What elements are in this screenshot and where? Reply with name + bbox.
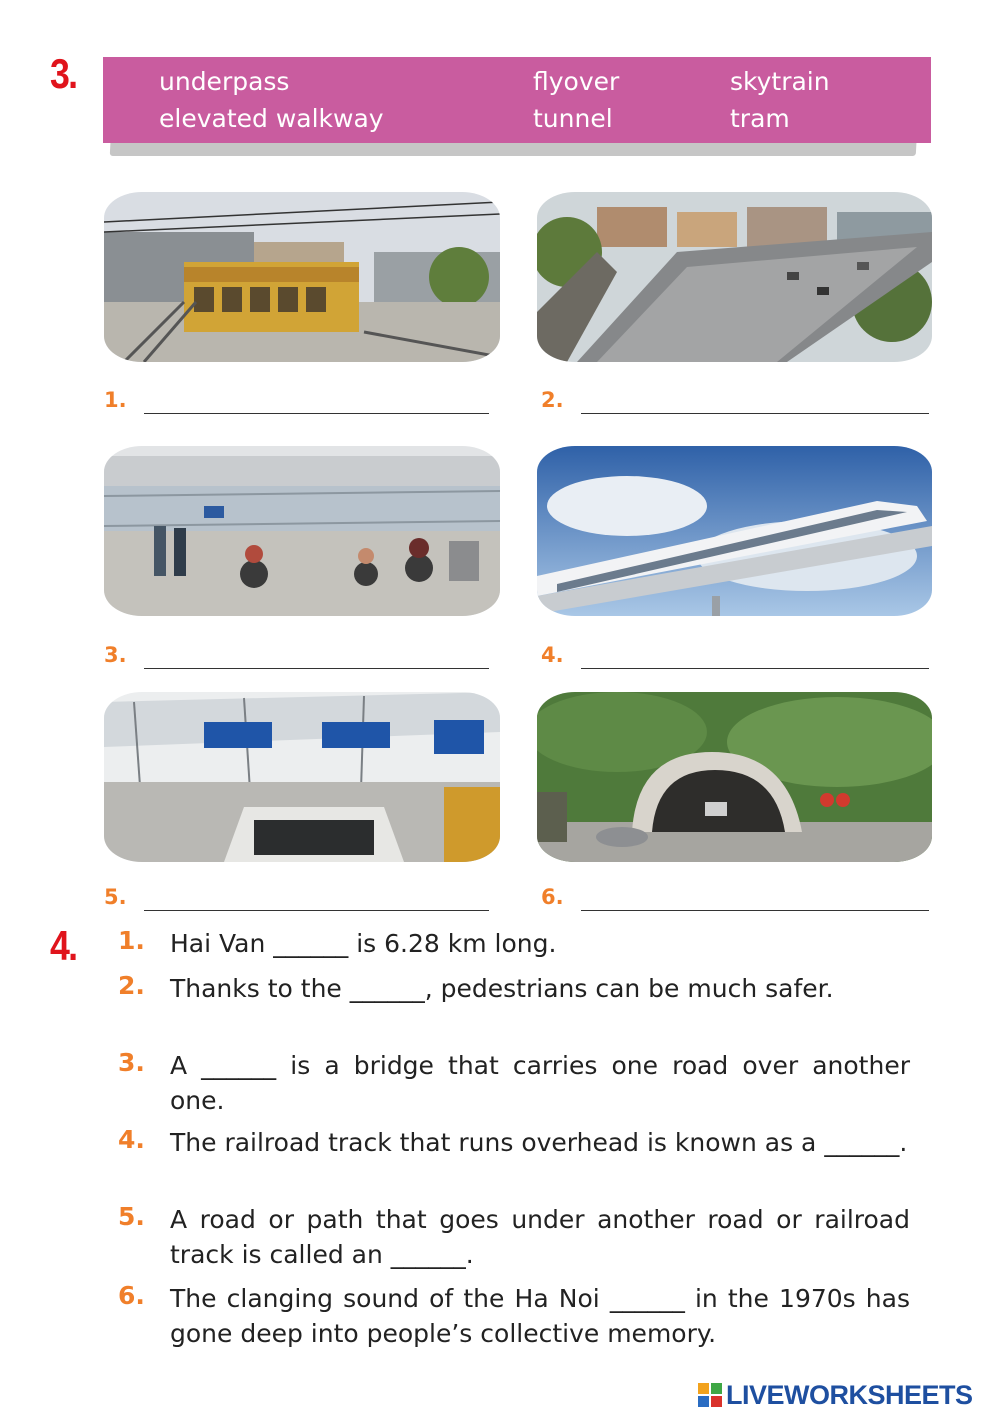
answer-blank-3[interactable] xyxy=(104,643,489,673)
question-text: A road or path that goes under another road or railroad track is called an ______. xyxy=(170,1205,910,1269)
answer-blank-2[interactable] xyxy=(541,388,929,418)
question-text: Hai Van ______ is 6.28 km long. xyxy=(170,929,557,958)
liveworksheets-logo-icon xyxy=(697,1382,723,1408)
blank-number: 3. xyxy=(104,643,127,667)
word-bank xyxy=(103,57,931,143)
question-number: 6. xyxy=(118,1281,145,1310)
answer-line[interactable] xyxy=(144,910,489,911)
liveworksheets-branding[interactable] xyxy=(697,1380,973,1410)
question-text: The clanging sound of the Ha Noi ______ in the 1970s has gone deep into people’s collective memory. xyxy=(170,1284,910,1348)
word-skytrain: skytrain xyxy=(730,67,830,96)
skytrain-photo xyxy=(537,446,932,616)
word-tram: tram xyxy=(730,104,790,133)
answer-line[interactable] xyxy=(144,413,489,414)
answer-line[interactable] xyxy=(581,910,929,911)
question-number: 2. xyxy=(118,971,145,1000)
question-number: 3. xyxy=(118,1048,145,1077)
question-text: A ______ is a bridge that carries one road over another one. xyxy=(170,1051,910,1115)
blank-number: 4. xyxy=(541,643,564,667)
underpass-photo xyxy=(104,692,500,862)
elevated-walkway-photo xyxy=(104,446,500,616)
section-3-number: 3. xyxy=(50,50,77,97)
answer-blank-1[interactable] xyxy=(104,388,489,418)
question-number: 4. xyxy=(118,1125,145,1154)
question-text: The railroad track that runs overhead is known as a ______. xyxy=(170,1128,908,1157)
question-number: 5. xyxy=(118,1202,145,1231)
question-text: Thanks to the ______, pedestrians can be much safer. xyxy=(170,974,834,1003)
blank-number: 6. xyxy=(541,885,564,909)
word-flyover: flyover xyxy=(533,67,620,96)
section-4-number: 4. xyxy=(50,922,77,969)
word-underpass: underpass xyxy=(159,67,290,96)
answer-blank-6[interactable] xyxy=(541,885,929,915)
word-tunnel: tunnel xyxy=(533,104,613,133)
answer-line[interactable] xyxy=(581,668,929,669)
question-number: 1. xyxy=(118,926,145,955)
answer-line[interactable] xyxy=(144,668,489,669)
word-elevated-walkway: elevated walkway xyxy=(159,104,384,133)
tunnel-photo xyxy=(537,692,932,862)
blank-number: 5. xyxy=(104,885,127,909)
answer-blank-4[interactable] xyxy=(541,643,929,673)
blank-number: 2. xyxy=(541,388,564,412)
flyover-photo xyxy=(537,192,932,362)
answer-line[interactable] xyxy=(581,413,929,414)
brand-name: LIVEWORKSHEETS xyxy=(726,1379,973,1410)
tram-photo xyxy=(104,192,500,362)
answer-blank-5[interactable] xyxy=(104,885,489,915)
blank-number: 1. xyxy=(104,388,127,412)
